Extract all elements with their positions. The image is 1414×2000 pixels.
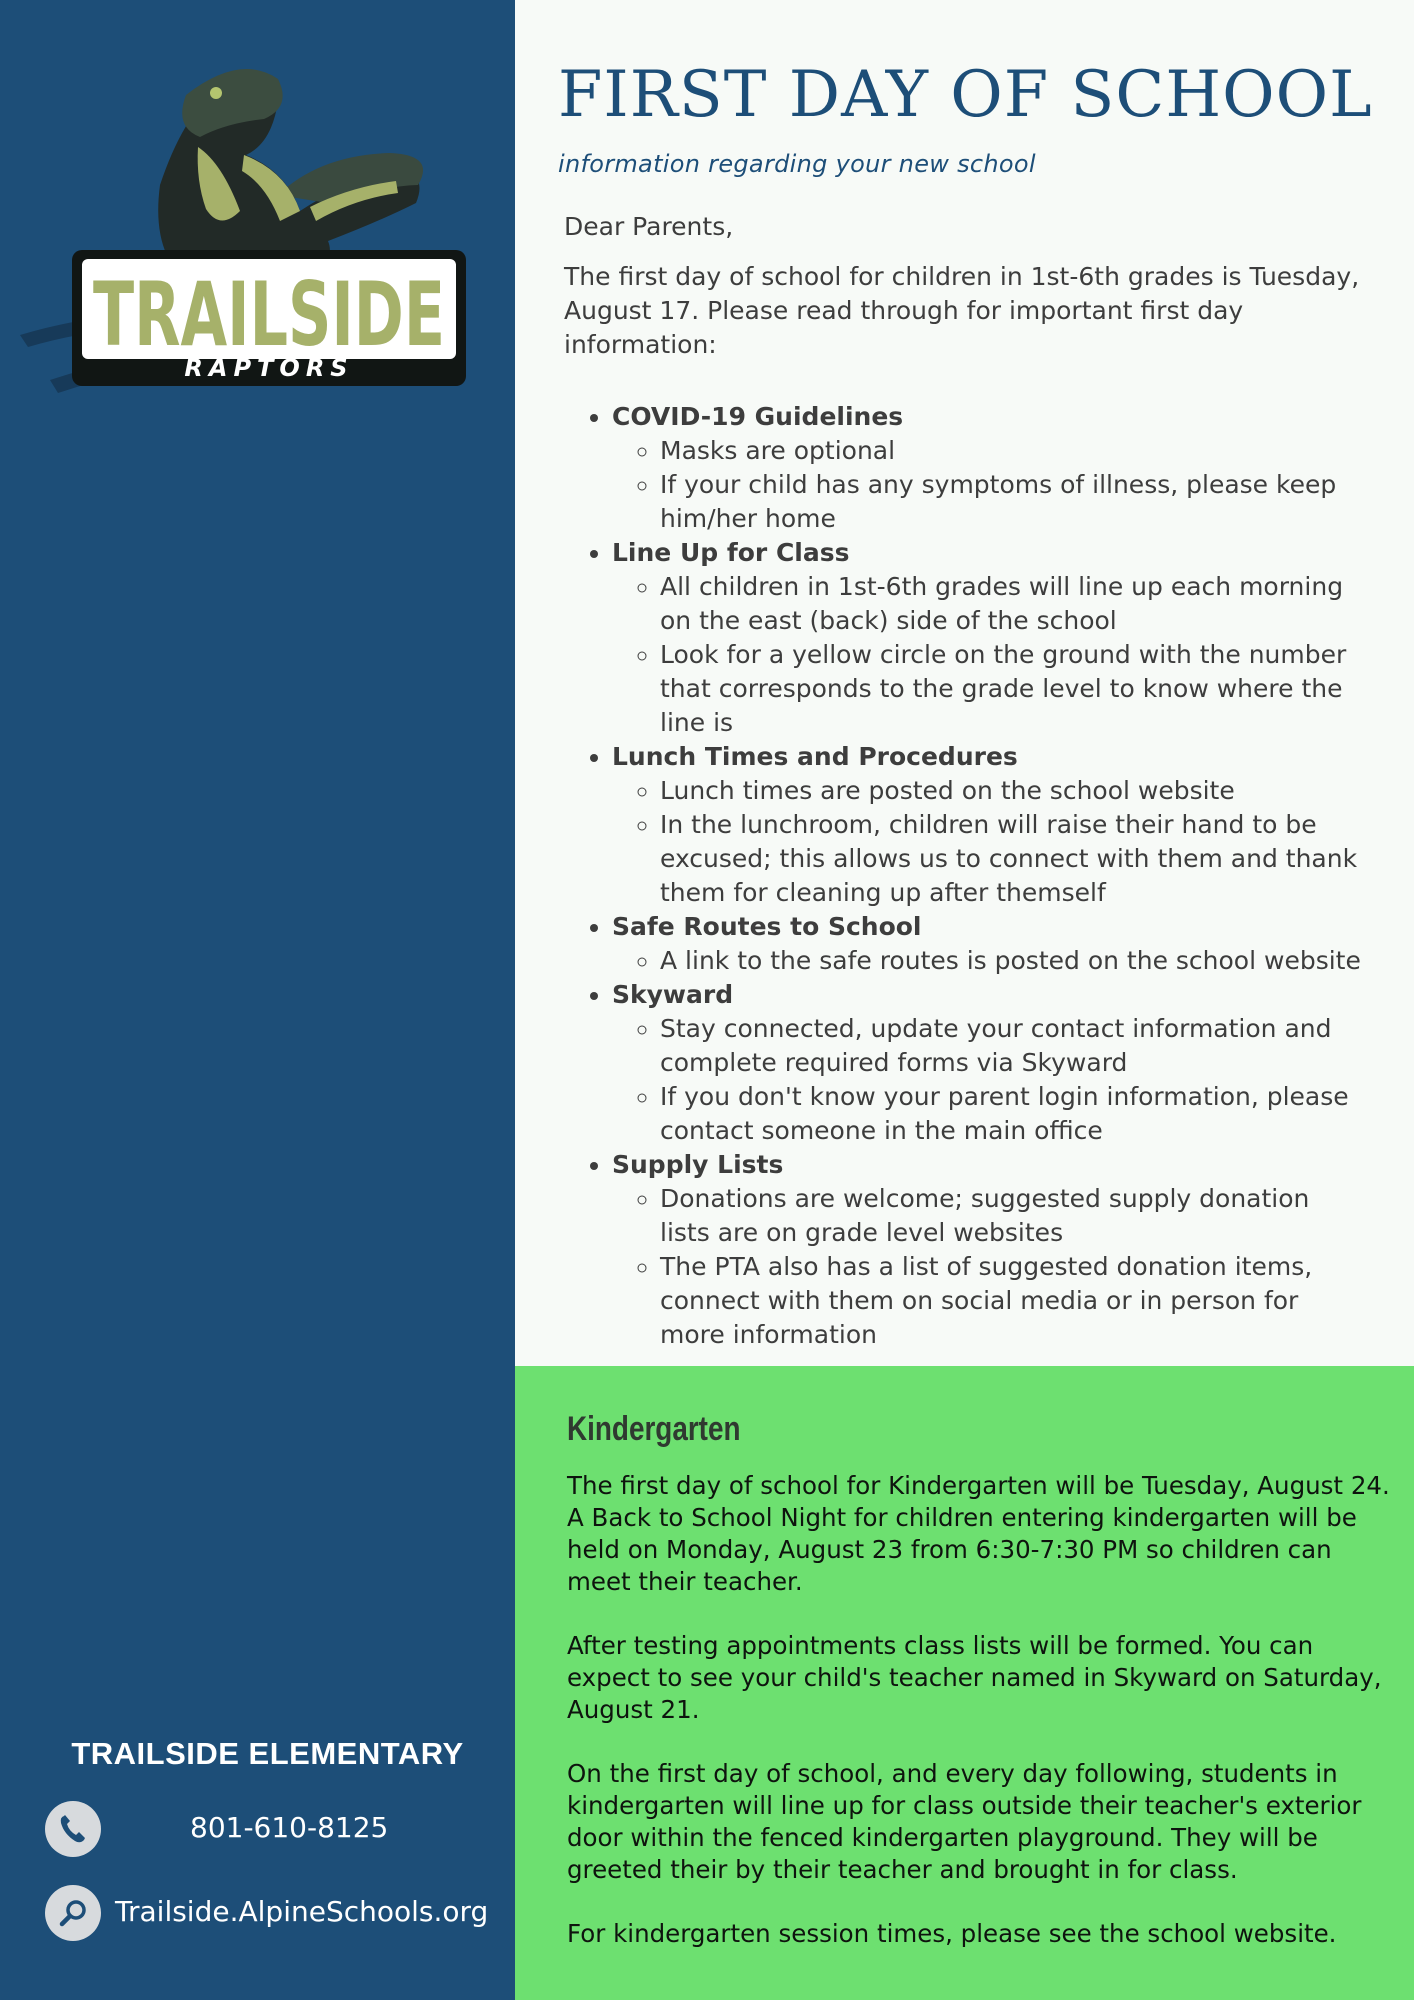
topic-detail: ◦ Donations are welcome; suggested supply donation lists are on grade level websites: [660, 1182, 1364, 1250]
page-title: FIRST DAY OF SCHOOL: [558, 58, 1373, 132]
logo-tagline: RAPTORS: [184, 354, 354, 382]
topic-item: [612, 536, 1364, 740]
kindergarten-paragraph: After testing appointments class lists will be formed. You can expect to see your child's teacher named in Skyward on Saturday, August 21.: [567, 1631, 1382, 1724]
kindergarten-body: [567, 1470, 1397, 1982]
topic-detail: ◦ If you don't know your parent login information, please contact someone in the main office: [660, 1080, 1364, 1148]
kindergarten-heading: Kindergarten: [567, 1410, 741, 1448]
topic-title: Safe Routes to School: [612, 912, 922, 941]
phone-number[interactable]: 801-610-8125: [190, 1811, 389, 1844]
topic-title: Supply Lists: [612, 1150, 784, 1179]
phone-contact: [45, 1801, 485, 1857]
raptor-mascot-logo: [10, 35, 490, 425]
topic-detail: ◦ All children in 1st-6th grades will line up each morning on the east (back) side of the school: [660, 570, 1364, 638]
topic-item: [612, 910, 1364, 978]
kindergarten-paragraph: On the first day of school, and every day following, students in kindergarten will line up for class outside their teacher's exterior door within the fenced kindergarten playground. They will be greeted their by their teacher and brought in for class.: [567, 1759, 1362, 1884]
topic-detail: ◦ If your child has any symptoms of illness, please keep him/her home: [660, 468, 1364, 536]
topic-title: COVID-19 Guidelines: [612, 402, 904, 431]
topic-title: Line Up for Class: [612, 538, 850, 567]
website-contact: [45, 1885, 489, 1941]
topic-title: Lunch Times and Procedures: [612, 742, 1018, 771]
school-name: TRAILSIDE ELEMENTARY: [71, 1736, 464, 1771]
website-link[interactable]: Trailside.AlpineSchools.org: [115, 1895, 489, 1928]
topic-item: [612, 400, 1364, 536]
topic-detail: ◦ Look for a yellow circle on the ground with the number that corresponds to the grade level to know where the line is: [660, 638, 1364, 740]
topic-detail: ◦ A link to the safe routes is posted on the school website: [660, 944, 1364, 978]
topic-detail: ◦ Lunch times are posted on the school website: [660, 774, 1364, 808]
topic-detail: ◦ In the lunchroom, children will raise their hand to be excused; this allows us to connect with them and thank them for cleaning up after themself: [660, 808, 1364, 910]
topic-detail: ◦ The PTA also has a list of suggested donation items, connect with them on social media or in person for more information: [660, 1250, 1364, 1352]
search-icon: [45, 1885, 101, 1941]
intro-paragraph: The first day of school for children in 1st-6th grades is Tuesday, August 17. Please read through for important first day information:: [564, 262, 1360, 359]
page-subtitle: information regarding your new school: [558, 150, 1036, 178]
sidebar: [0, 0, 515, 2000]
topic-item: [612, 978, 1364, 1148]
logo-wordmark: TRAILSIDE: [93, 263, 445, 366]
phone-icon: [45, 1801, 101, 1857]
topic-detail: ◦ Masks are optional: [660, 434, 1364, 468]
topic-list: [564, 400, 1364, 1352]
kindergarten-paragraph: For kindergarten session times, please see the school website.: [567, 1919, 1337, 1948]
greeting: Dear Parents,: [564, 212, 734, 241]
topic-item: [612, 1148, 1364, 1352]
letter-body: [564, 210, 1364, 1352]
kindergarten-paragraph: The first day of school for Kindergarten will be Tuesday, August 24. A Back to School Night for children entering kindergarten will be held on Monday, August 23 from 6:30-7:30 PM so children can meet their teacher.: [567, 1471, 1390, 1596]
topic-detail: ◦ Stay connected, update your contact information and complete required forms via Skyward: [660, 1012, 1364, 1080]
topic-item: [612, 740, 1364, 910]
topic-title: Skyward: [612, 980, 734, 1009]
